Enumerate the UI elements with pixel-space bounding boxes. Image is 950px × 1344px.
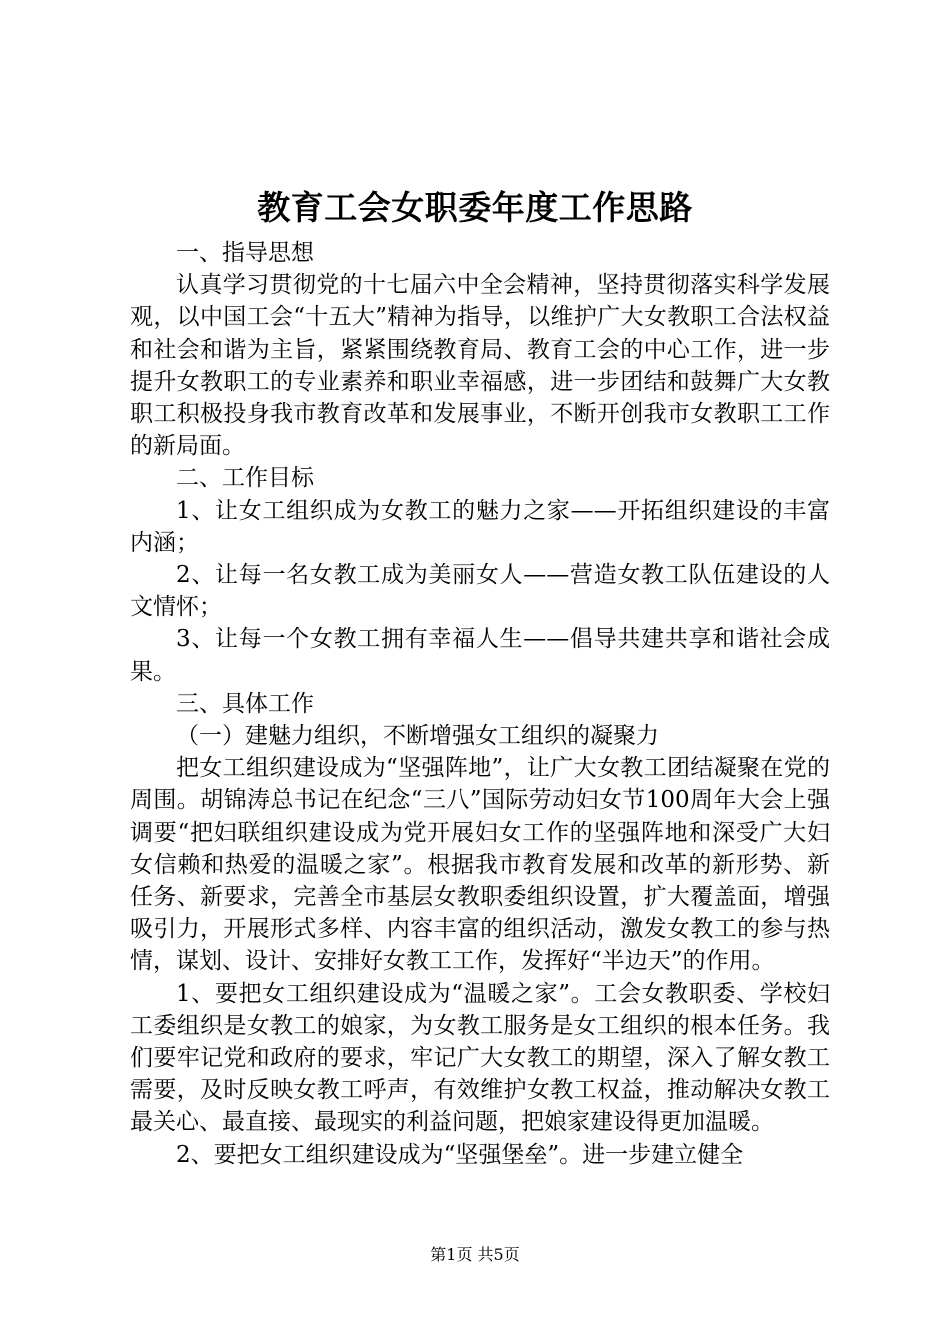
list-item: 1、让女工组织成为女教工的魅力之家——开拓组织建设的丰富内涵； [130,497,830,556]
list-item: 2、让每一名女教工成为美丽女人——营造女教工队伍建设的人文情怀； [130,562,830,621]
subsection-heading: （一）建魅力组织，不断增强女工组织的凝聚力 [176,723,659,750]
section-heading: 二、工作目标 [176,465,314,492]
section-heading: 一、指导思想 [176,240,314,266]
document-body [130,237,830,1171]
body-paragraph: 1、要把女工组织建设成为“温暖之家”。工会女教职委、学校妇工委组织是女教工的娘家，为女教工服务是女工组织的根本任务。我们要牢记党和政府的要求，牢记广大女教工的期望，深入了解女教工需要，及时反映女教工呼声，有效维护女教工权益，推动解决女教工最关心、最直接、最现实的利益问题，把娘家建设得更加温暖。 [130,980,830,1136]
list-item: 3、让每一个女教工拥有幸福人生——倡导共建共享和谐社会成果。 [130,626,830,685]
section-heading: 三、具体工作 [176,690,314,717]
body-paragraph: 2、要把女工组织建设成为“坚强堡垒”。进一步建立健全 [176,1141,744,1168]
page-footer: 第1页 共5页 [430,1245,520,1264]
document-title: 教育工会女职委年度工作思路 [257,188,693,227]
body-paragraph: 把女工组织建设成为“坚强阵地”，让广大女教工团结凝聚在党的周围。胡锦涛总书记在纪念“三八”国际劳动妇女节100周年大会上强调要“把妇联组织建设成为党开展妇女工作的坚强阵地和深受广大妇女信赖和热爱的温暖之家”。根据我市教育发展和改革的新形势、新任务、新要求，完善全市基层女教职委组织设置，扩大覆盖面，增强吸引力，开展形式多样、内容丰富的组织活动，激发女教工的参与热情，谋划、设计、安排好女教工工作，发挥好“半边天”的作用。 [130,755,830,975]
body-paragraph: 认真学习贯彻党的十七届六中全会精神，坚持贯彻落实科学发展观，以中国工会“十五大”精神为指导，以维护广大女教职工合法权益和社会和谐为主旨，紧紧围绕教育局、教育工会的中心工作，进一步提升女教职工的专业素养和职业幸福感，进一步团结和鼓舞广大女教职工积极投身我市教育改革和发展事业，不断开创我市女教职工工作的新局面。 [130,272,830,460]
